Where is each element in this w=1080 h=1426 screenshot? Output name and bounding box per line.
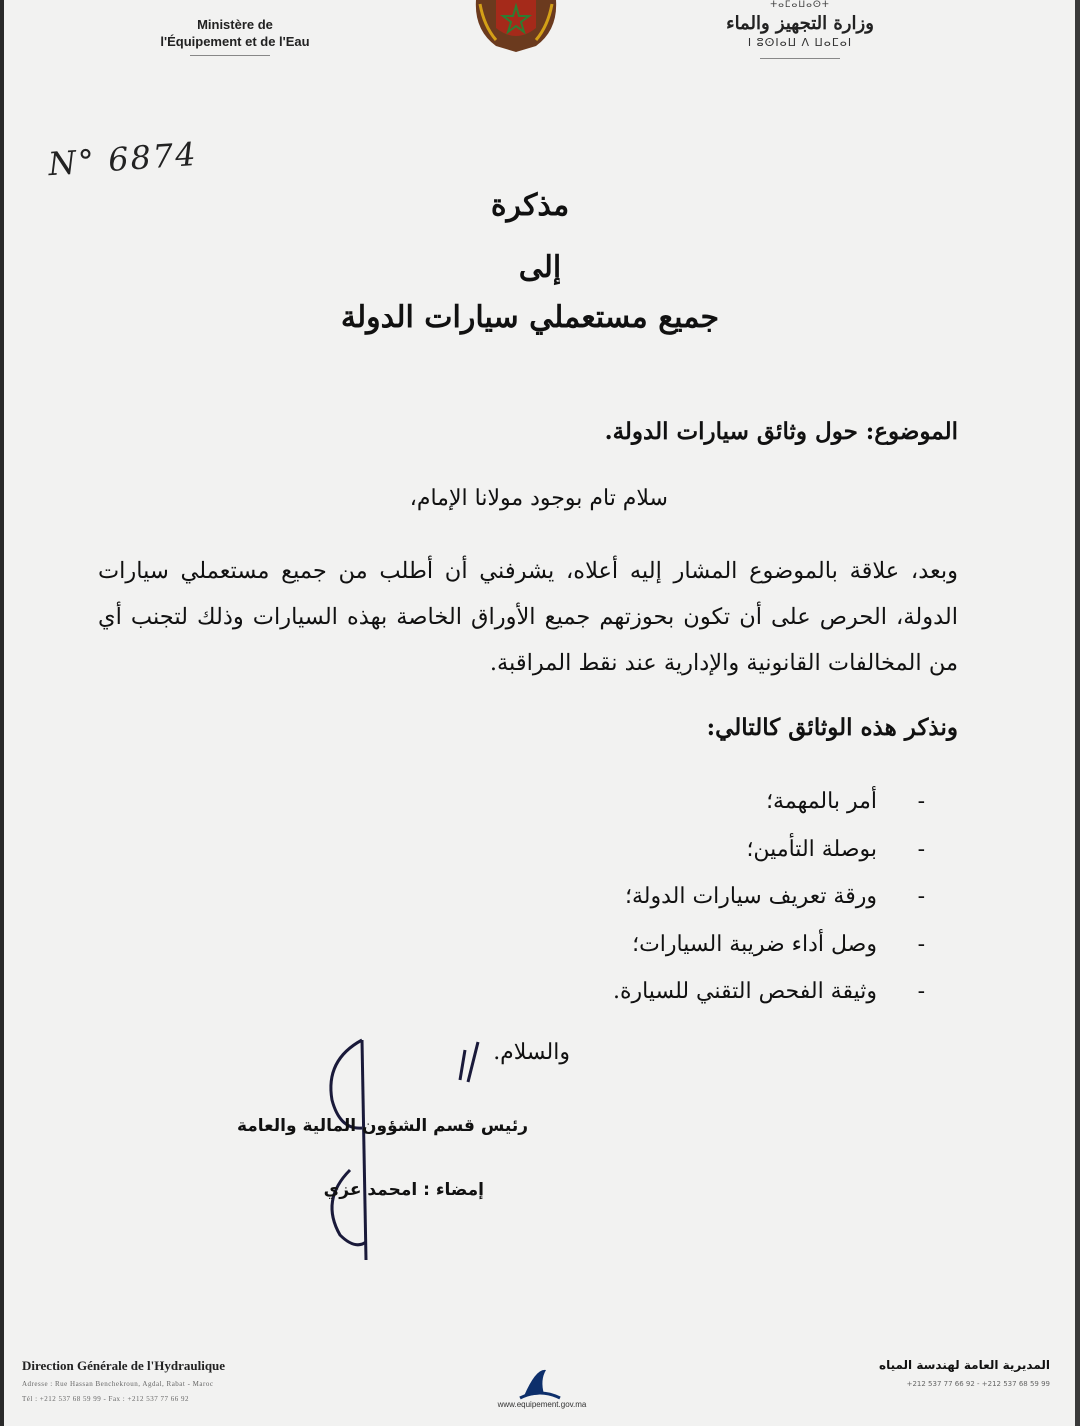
- footer-address: Adresse : Rue Hassan Benchekroun, Agdal, Rabat - Maroc: [22, 1380, 214, 1388]
- memo-body-paragraph: وبعد، علاقة بالموضوع المشار إليه أعلاه، يشرفني أن أطلب من جميع مستعملي سيارات الدولة، الحرص على أن تكون بحوزتهم جميع الأوراق الخاصة بهذه السيارات وذلك لتجنب أي من المخالفات القانونية والإدارية عند نقط المراقبة.: [98, 558, 958, 676]
- ministry-name-french: [120, 16, 350, 50]
- list-item: - بوصلة التأمين؛: [746, 836, 925, 862]
- footer-website: www.equipement.gov.ma: [497, 1400, 587, 1409]
- memo-closing: والسلام.: [493, 1040, 570, 1065]
- memo-to: إلى: [518, 250, 562, 285]
- list-item-text: وصل أداء ضريبة السيارات؛: [632, 931, 877, 957]
- required-documents-list: [613, 782, 925, 1020]
- ministry-fr-line1: Ministère de: [197, 17, 273, 32]
- header-rule-left: [190, 55, 270, 56]
- footer-phone-left: Tél : +212 537 68 59 99 - Fax : +212 537 77 66 92: [22, 1395, 189, 1403]
- memo-greeting: سلام تام بوجود مولانا الإمام،: [409, 486, 668, 511]
- memo-subject: الموضوع: حول وثائق سيارات الدولة.: [604, 418, 958, 445]
- header-rule-right: [760, 58, 840, 59]
- handwritten-signature: [300, 1020, 520, 1270]
- ministry-name-arabic: وزارة التجهيز والماء: [726, 13, 874, 34]
- list-item-text: ورقة تعريف سيارات الدولة؛: [624, 884, 877, 909]
- ministry-name-arabic-block: [700, 0, 900, 50]
- ministry-fr-line2: l'Équipement et de l'Eau: [160, 34, 310, 49]
- footer-phone-right: +212 537 77 66 92 - +212 537 68 59 99: [906, 1380, 1050, 1388]
- footer-directorate-french: Direction Générale de l'Hydraulique: [22, 1358, 226, 1373]
- list-item: - وثيقة الفحص التقني للسيارة.: [612, 979, 925, 1004]
- ministry-name-tifinagh: ⵏ ⵓⵙⵏⴰⵡ ⴷ ⵡⴰⵎⴰⵏ: [747, 36, 853, 49]
- memo-reference-number: N° 6874: [46, 134, 199, 184]
- footer-directorate-arabic: المديرية العامة لهندسة المياه: [879, 1358, 1050, 1372]
- signatory-title: رئيس قسم الشؤون المالية والعامة: [236, 1116, 528, 1136]
- ministry-tifinagh-top: ⵜⴰⵎⴰⵡⴰⵙⵜ: [770, 0, 830, 10]
- footer-right: [800, 1358, 1050, 1389]
- list-item-text: وثيقة الفحص التقني للسيارة.: [612, 979, 877, 1004]
- memo-title: مذكرة: [490, 188, 570, 223]
- list-item-text: أمر بالمهمة؛: [766, 789, 877, 814]
- footer-left: [22, 1358, 302, 1404]
- coat-of-arms-emblem: [466, 0, 566, 52]
- documents-list-intro: ونذكر هذه الوثائق كالتالي:: [706, 714, 958, 741]
- signatory-name: إمضاء : امحمد عزي: [323, 1180, 484, 1200]
- list-item: - أمر بالمهمة؛: [766, 789, 925, 814]
- list-item: - ورقة تعريف سيارات الدولة؛: [624, 884, 925, 909]
- list-item-text: بوصلة التأمين؛: [746, 836, 877, 862]
- list-item: - وصل أداء ضريبة السيارات؛: [632, 931, 925, 957]
- memo-recipients: جميع مستعملي سيارات الدولة: [340, 300, 720, 335]
- page-border-right: [1075, 0, 1080, 1426]
- ministry-logo-icon: [480, 1358, 600, 1418]
